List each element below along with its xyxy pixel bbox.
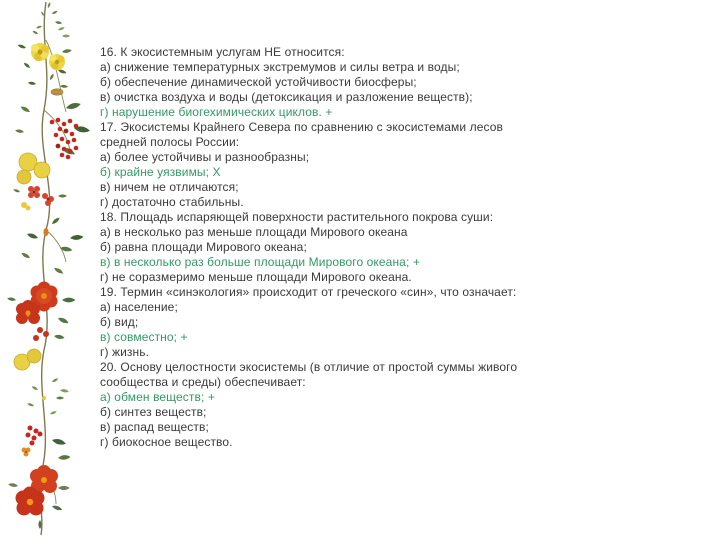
quiz-line-correct-answer: б) крайне уязвимы; Х bbox=[100, 165, 221, 179]
quiz-line-correct-answer: а) обмен веществ; + bbox=[100, 390, 215, 404]
moth-and-foliage bbox=[28, 73, 68, 95]
quiz-line: 17. Экосистемы Крайнего Севера по сравнению с экосистемами лесов bbox=[100, 120, 503, 134]
small-red-cluster bbox=[33, 327, 65, 341]
bottom-red-flowers bbox=[8, 465, 70, 529]
quiz-text-block bbox=[100, 45, 660, 450]
quiz-line: г) не соразмеримо меньше площади Мирового океана. bbox=[100, 270, 412, 284]
floral-garland-illustration bbox=[0, 0, 100, 540]
quiz-line: г) жизнь. bbox=[100, 345, 150, 359]
quiz-line: 18. Площадь испаряющей поверхности растительного покрова суши: bbox=[100, 210, 494, 224]
quiz-line: б) равна площади Мирового океана; bbox=[100, 240, 307, 254]
lower-berries bbox=[22, 426, 71, 461]
quiz-line-correct-answer: г) нарушение биогехимических циклов. + bbox=[100, 105, 333, 119]
yellow-roses bbox=[17, 43, 72, 75]
quiz-line: сообщества и среды) обеспечивает: bbox=[100, 375, 306, 389]
quiz-line: 19. Термин «синэкология» происходит от греческого «син», что означает: bbox=[100, 285, 517, 299]
quiz-line: в) распад веществ; bbox=[100, 420, 209, 434]
yellow-fruit-pair bbox=[14, 349, 41, 370]
quiz-line: а) снижение температурных экстремумов и силы ветра и воды; bbox=[100, 60, 460, 74]
leaf-sprigs-top bbox=[32, 2, 70, 38]
quiz-line-correct-answer: в) совместно; + bbox=[100, 330, 188, 344]
quiz-line: средней полосы России: bbox=[100, 135, 240, 149]
small-flowers bbox=[13, 186, 67, 211]
quiz-line: б) синтез веществ; bbox=[100, 405, 207, 419]
quiz-line: б) вид; bbox=[100, 315, 139, 329]
quiz-line: а) более устойчивы и разнообразны; bbox=[100, 150, 310, 164]
quiz-line: а) население; bbox=[100, 300, 178, 314]
quiz-line: г) достаточно стабильны. bbox=[100, 195, 244, 209]
red-currant-cluster bbox=[15, 101, 91, 159]
sprig-area bbox=[27, 377, 69, 415]
mid-foliage bbox=[21, 216, 84, 275]
quiz-line: в) очистка воздуха и воды (детоксикация и разложение веществ); bbox=[100, 90, 473, 104]
quiz-line-correct-answer: в) в несколько раз больше площади Мирового океана; + bbox=[100, 255, 420, 269]
quiz-line: б) обеспечение динамической устойчивости биосферы; bbox=[100, 75, 417, 89]
quiz-line: 20. Основу целостности экосистемы (в отличие от простой суммы живого bbox=[100, 360, 518, 374]
large-red-flowers bbox=[7, 282, 76, 325]
quiz-line: а) в несколько раз меньше площади Мирового океана bbox=[100, 225, 408, 239]
quiz-line: 16. К экосистемным услугам НЕ относится: bbox=[100, 45, 345, 59]
quiz-line: г) биокосное вещество. bbox=[100, 435, 233, 449]
quiz-line: в) ничем не отличаются; bbox=[100, 180, 239, 194]
